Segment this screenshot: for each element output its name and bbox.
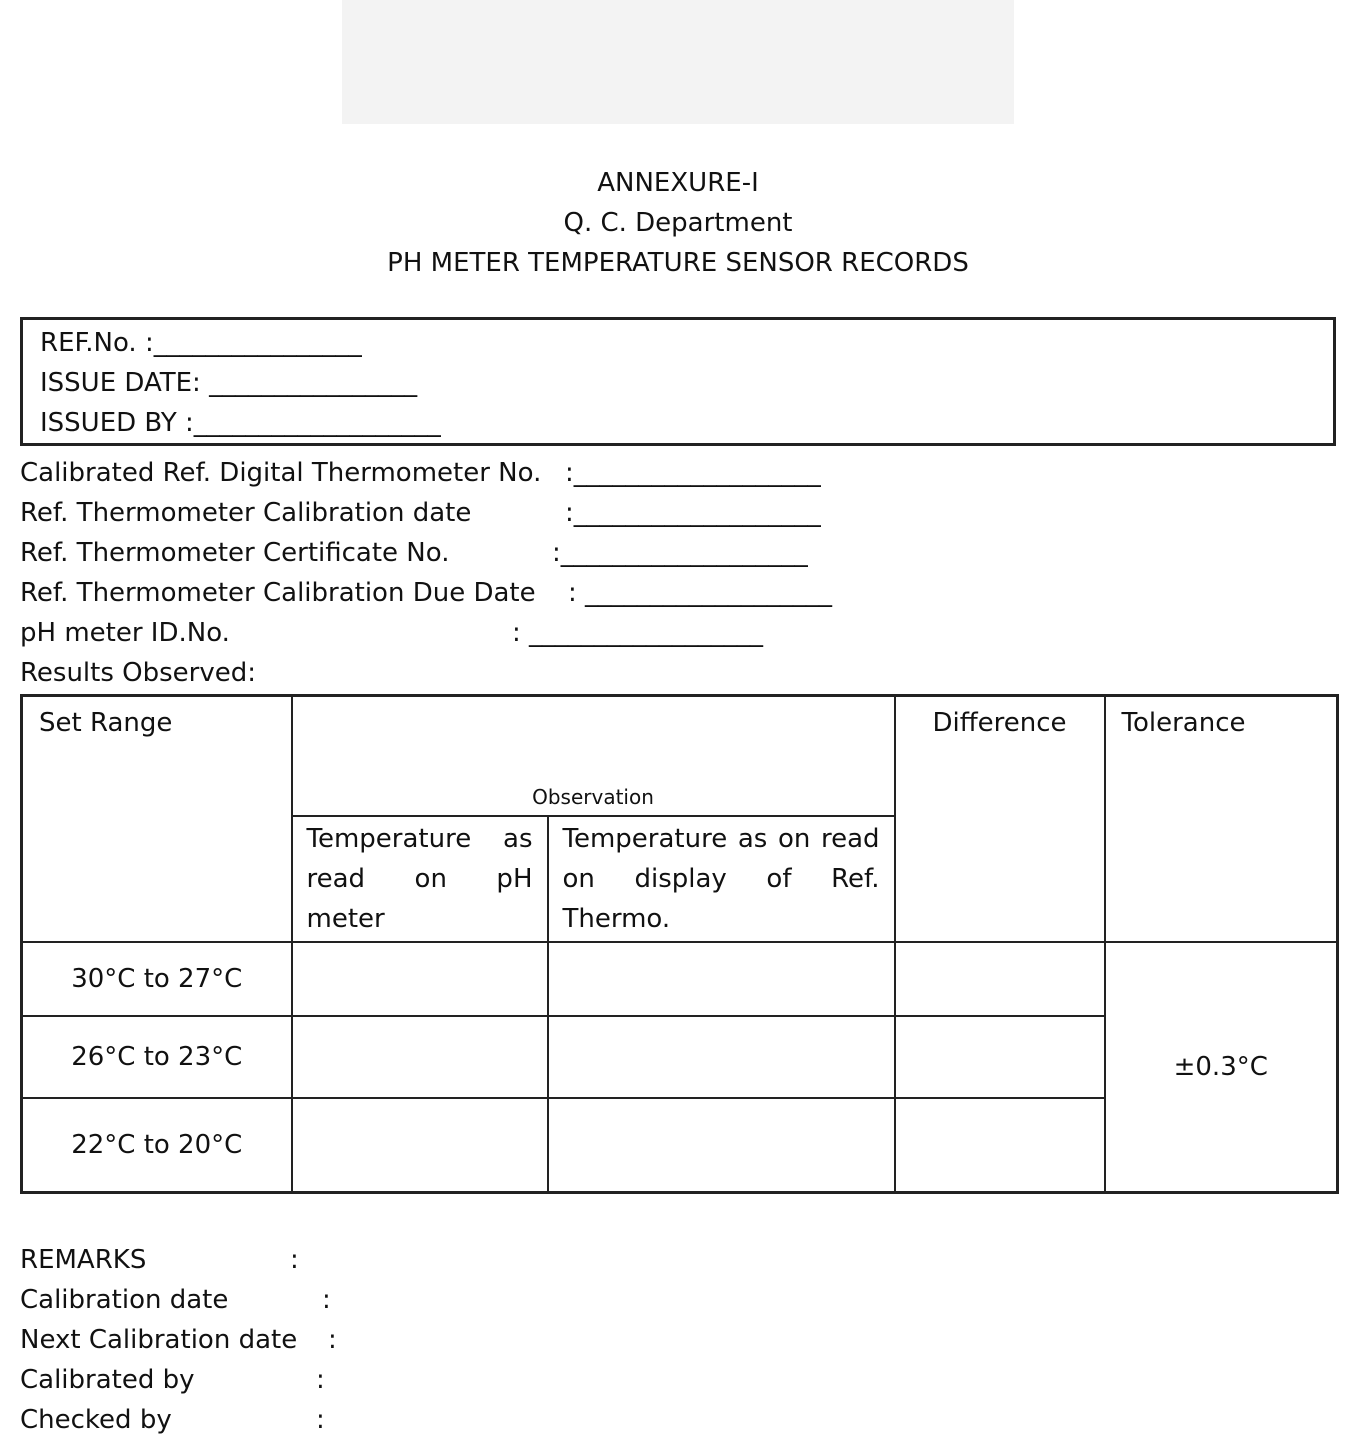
due-date-label: Ref. Thermometer Calibration Due Date	[20, 578, 536, 608]
checked-by-row	[20, 1400, 325, 1440]
table-row	[22, 942, 1338, 1016]
thermometer-no-row	[20, 453, 821, 493]
document-header	[0, 163, 1356, 283]
due-date-row	[20, 573, 833, 613]
difference-cell[interactable]	[895, 942, 1105, 1016]
ph-meter-reading-cell[interactable]	[292, 942, 548, 1016]
thermometer-no-label: Calibrated Ref. Digital Thermometer No.	[20, 458, 542, 488]
certificate-label: Ref. Thermometer Certificate No.	[20, 538, 450, 568]
set-range-header: Set Range	[22, 696, 292, 943]
thermometer-no-input[interactable]: :___________________	[565, 458, 821, 488]
ph-meter-label: pH meter ID.No.	[20, 618, 230, 648]
ph-meter-reading-cell[interactable]	[292, 1098, 548, 1192]
observation-header: Observation	[292, 696, 895, 817]
remarks-label: REMARKS	[20, 1245, 147, 1275]
set-range-cell: 22°C to 20°C	[22, 1098, 292, 1192]
ph-meter-reading-cell[interactable]	[292, 1016, 548, 1098]
ref-thermo-reading-cell[interactable]	[548, 942, 895, 1016]
calibration-date-footer-label: Calibration date	[20, 1285, 229, 1315]
due-date-input[interactable]: : ___________________	[568, 578, 833, 608]
difference-cell[interactable]	[895, 1016, 1105, 1098]
next-calibration-date-colon[interactable]: :	[328, 1325, 337, 1355]
issued-by-field[interactable]: ISSUED BY :___________________	[40, 408, 441, 438]
calibration-date-input[interactable]: :___________________	[565, 498, 821, 528]
department-title: Q. C. Department	[563, 208, 793, 238]
calibrated-by-row	[20, 1360, 325, 1400]
certificate-input[interactable]: :___________________	[552, 538, 808, 568]
ref-thermo-reading-header: Temperature as on read on display of Ref. Thermo.	[548, 816, 895, 942]
tolerance-cell: ±0.3°C	[1105, 942, 1338, 1192]
ph-meter-row	[20, 613, 764, 653]
set-range-cell: 26°C to 23°C	[22, 1016, 292, 1098]
reference-box	[20, 317, 1336, 446]
calibration-date-footer-colon[interactable]: :	[322, 1285, 331, 1315]
tolerance-header: Tolerance	[1105, 696, 1338, 943]
ref-thermo-reading-cell[interactable]	[548, 1016, 895, 1098]
calibration-date-row	[20, 493, 821, 533]
checked-by-label: Checked by	[20, 1405, 172, 1435]
results-observed-label: Results Observed:	[20, 658, 256, 688]
footer-signoff	[20, 1240, 337, 1440]
ph-meter-input[interactable]: : __________________	[512, 618, 764, 648]
record-title: PH METER TEMPERATURE SENSOR RECORDS	[387, 248, 969, 278]
issue-date-field[interactable]: ISSUE DATE: ________________	[40, 368, 418, 398]
checked-by-colon[interactable]: :	[316, 1405, 325, 1435]
remarks-colon[interactable]: :	[290, 1245, 299, 1275]
ph-meter-reading-header: Temperature as read on pH meter	[292, 816, 548, 942]
certificate-row	[20, 533, 808, 573]
calibrated-by-label: Calibrated by	[20, 1365, 195, 1395]
calibrated-by-colon[interactable]: :	[316, 1365, 325, 1395]
annexure-title: ANNEXURE-I	[597, 168, 759, 198]
remarks-row	[20, 1240, 297, 1280]
ref-no-field[interactable]: REF.No. :________________	[40, 328, 362, 358]
ref-thermo-reading-cell[interactable]	[548, 1098, 895, 1192]
results-table	[20, 694, 1339, 1194]
calibration-date-label: Ref. Thermometer Calibration date	[20, 498, 472, 528]
next-calibration-date-row	[20, 1320, 337, 1360]
next-calibration-date-label: Next Calibration date	[20, 1325, 298, 1355]
difference-header: Difference	[895, 696, 1105, 943]
logo-placeholder	[342, 0, 1014, 124]
set-range-cell: 30°C to 27°C	[22, 942, 292, 1016]
difference-cell[interactable]	[895, 1098, 1105, 1192]
calibration-date-footer-row	[20, 1280, 331, 1320]
